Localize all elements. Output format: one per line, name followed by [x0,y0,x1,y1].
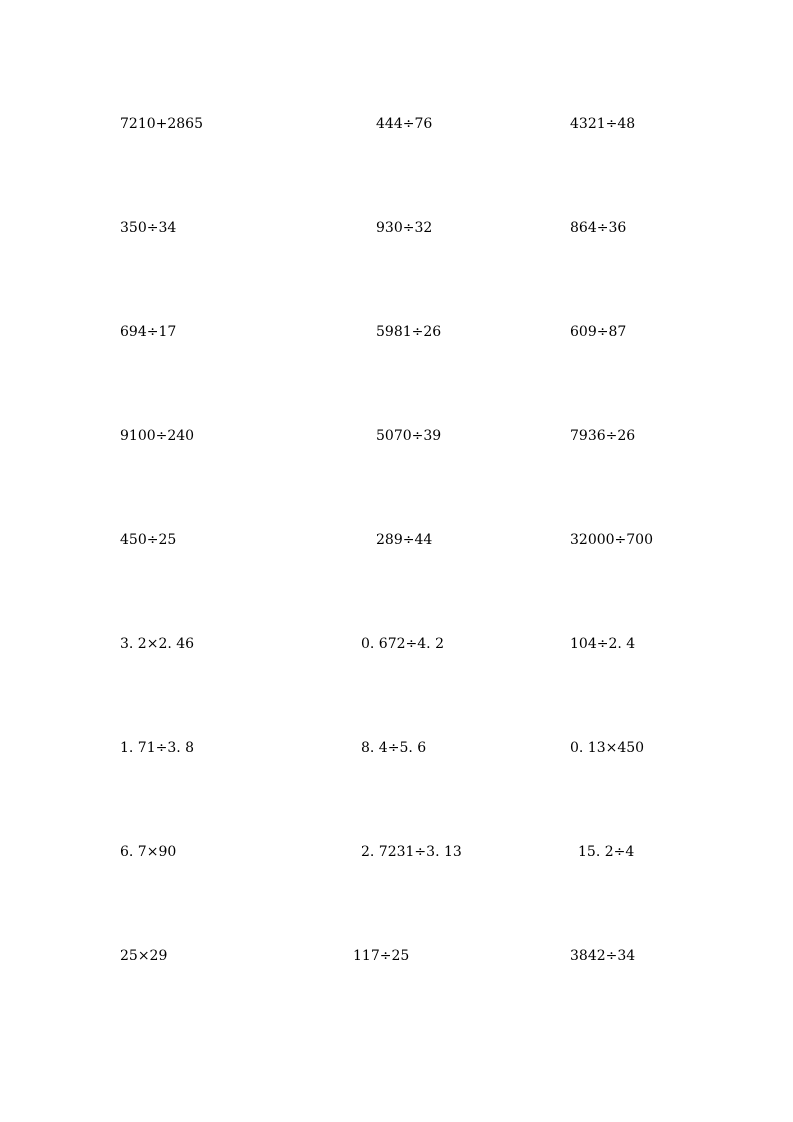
problem-r5-c1: 450÷25 [120,532,177,548]
problem-r7-c3: 0. 13×450 [570,740,645,756]
problem-r6-c1: 3. 2×2. 46 [120,636,195,652]
problem-r3-c1: 694÷17 [120,324,177,340]
problem-r8-c3: 15. 2÷4 [578,844,635,860]
problem-r4-c1: 9100÷240 [120,428,195,444]
problem-r8-c2: 2. 7231÷3. 13 [361,844,462,860]
problem-r4-c2: 5070÷39 [376,428,442,444]
problem-r8-c1: 6. 7×90 [120,844,177,860]
problem-r7-c2: 8. 4÷5. 6 [361,740,427,756]
problem-r1-c1: 7210+2865 [120,116,203,132]
problem-r5-c3: 32000÷700 [570,532,653,548]
problem-r2-c2: 930÷32 [376,220,433,236]
problem-r9-c2: 117÷25 [353,948,410,964]
problem-r6-c3: 104÷2. 4 [570,636,636,652]
problem-r7-c1: 1. 71÷3. 8 [120,740,195,756]
problem-r6-c2: 0. 672÷4. 2 [361,636,444,652]
problem-r1-c2: 444÷76 [376,116,433,132]
problem-r5-c2: 289÷44 [376,532,433,548]
problem-r3-c2: 5981÷26 [376,324,442,340]
problem-r4-c3: 7936÷26 [570,428,636,444]
problem-r2-c1: 350÷34 [120,220,177,236]
problem-r2-c3: 864÷36 [570,220,627,236]
problem-r3-c3: 609÷87 [570,324,627,340]
problem-r9-c1: 25×29 [120,948,168,964]
problem-r9-c3: 3842÷34 [570,948,636,964]
problem-r1-c3: 4321÷48 [570,116,636,132]
